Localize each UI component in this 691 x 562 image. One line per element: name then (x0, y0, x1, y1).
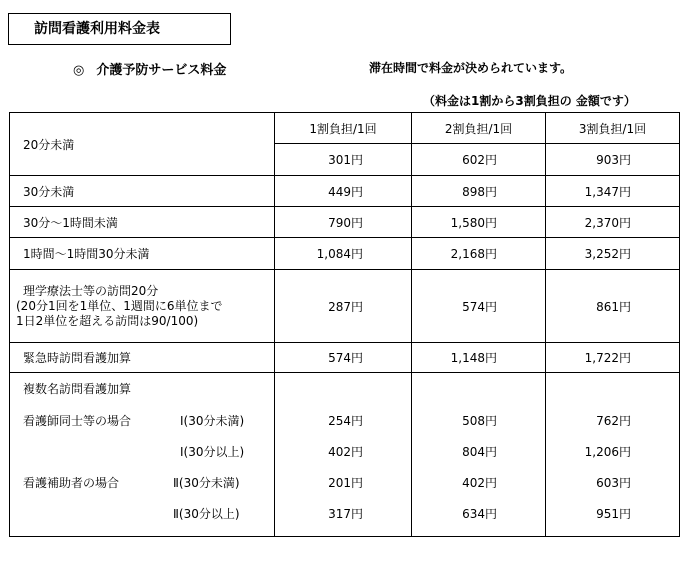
multi-item-sub: Ⅰ(30分未満) (180, 414, 245, 428)
row-label-60to90: 1時間～1時間30分未満 (10, 238, 275, 270)
multi-value: 254円 (328, 414, 363, 428)
multi-value: 402円 (462, 476, 497, 490)
cell-therapist-1: 287円 (275, 270, 412, 343)
therapist-note-2: 1日2単位を超える訪問は90/100) (16, 313, 199, 328)
multi-item-sub: Ⅰ(30分以上) (180, 445, 245, 459)
multi-value: 508円 (462, 414, 497, 428)
multi-value: 603円 (596, 476, 631, 490)
cell-30to60-2: 1,580円 (412, 207, 546, 238)
multi-value: 951円 (596, 507, 631, 521)
multi-title: 複数名訪問看護加算 (23, 382, 132, 396)
multi-item-label (10, 499, 274, 530)
page-title: 訪問看護利用料金表 (8, 13, 231, 45)
header-2wari: 2割負担/1回 (412, 113, 546, 144)
multi-col-2 (412, 373, 546, 537)
multi-item-label: 看護補助者の場合 Ⅱ(30分未満) (10, 468, 274, 499)
multi-value: 1,206円 (584, 445, 631, 459)
section-heading (73, 59, 226, 78)
cell-60to90-1: 1,084円 (275, 238, 412, 270)
row-label-20min: 20分未満 (10, 113, 275, 176)
row-label-30to60: 30分～1時間未満 (10, 207, 275, 238)
cell-emergency-2: 1,148円 (412, 343, 546, 373)
row-label-emergency: 緊急時訪問看護加算 (10, 343, 275, 373)
multi-value: 317円 (328, 507, 363, 521)
cell-20min-1: 301円 (275, 144, 412, 176)
cell-30to60-3: 2,370円 (546, 207, 680, 238)
multi-value: 634円 (462, 507, 497, 521)
cell-therapist-3: 861円 (546, 270, 680, 343)
cell-30min-2: 898円 (412, 176, 546, 207)
cell-30min-3: 1,347円 (546, 176, 680, 207)
cell-therapist-2: 574円 (412, 270, 546, 343)
multi-col-3 (546, 373, 680, 537)
multi-value: 804円 (462, 445, 497, 459)
cell-emergency-3: 1,722円 (546, 343, 680, 373)
cell-20min-2: 602円 (412, 144, 546, 176)
row-label-therapist (10, 270, 275, 343)
cell-60to90-2: 2,168円 (412, 238, 546, 270)
double-circle-icon: ◎ (73, 63, 85, 78)
multi-value: 402円 (328, 445, 363, 459)
therapist-note-1: (20分1回を1単位、1週間に6単位まで (16, 298, 223, 313)
multi-value: 201円 (328, 476, 363, 490)
cell-20min-3: 903円 (546, 144, 680, 176)
cell-30to60-1: 790円 (275, 207, 412, 238)
note-time-based: 滞在時間で料金が決められています。 (369, 61, 573, 75)
multi-col-1 (275, 373, 412, 537)
multi-item-sub: Ⅱ(30分以上) (173, 507, 240, 521)
cell-emergency-1: 574円 (275, 343, 412, 373)
cell-60to90-3: 3,252円 (546, 238, 680, 270)
multi-item-sub: Ⅱ(30分未満) (173, 476, 240, 490)
header-3wari: 3割負担/1回 (546, 113, 680, 144)
header-1wari: 1割負担/1回 (275, 113, 412, 144)
cell-30min-1: 449円 (275, 176, 412, 207)
multi-item-label: 看護師同士等の場合 Ⅰ(30分未満) (10, 406, 274, 437)
row-label-multi (10, 373, 275, 537)
note-ratio: （料金は1割から3割負担の 金額です） (423, 94, 636, 108)
multi-value: 762円 (596, 414, 631, 428)
multi-item-label (10, 437, 274, 468)
section-label: 介護予防サービス料金 (96, 63, 227, 78)
therapist-title: 理学療法士等の訪問20分 (23, 283, 159, 298)
row-label-30min: 30分未満 (10, 176, 275, 207)
fee-table (9, 112, 680, 537)
